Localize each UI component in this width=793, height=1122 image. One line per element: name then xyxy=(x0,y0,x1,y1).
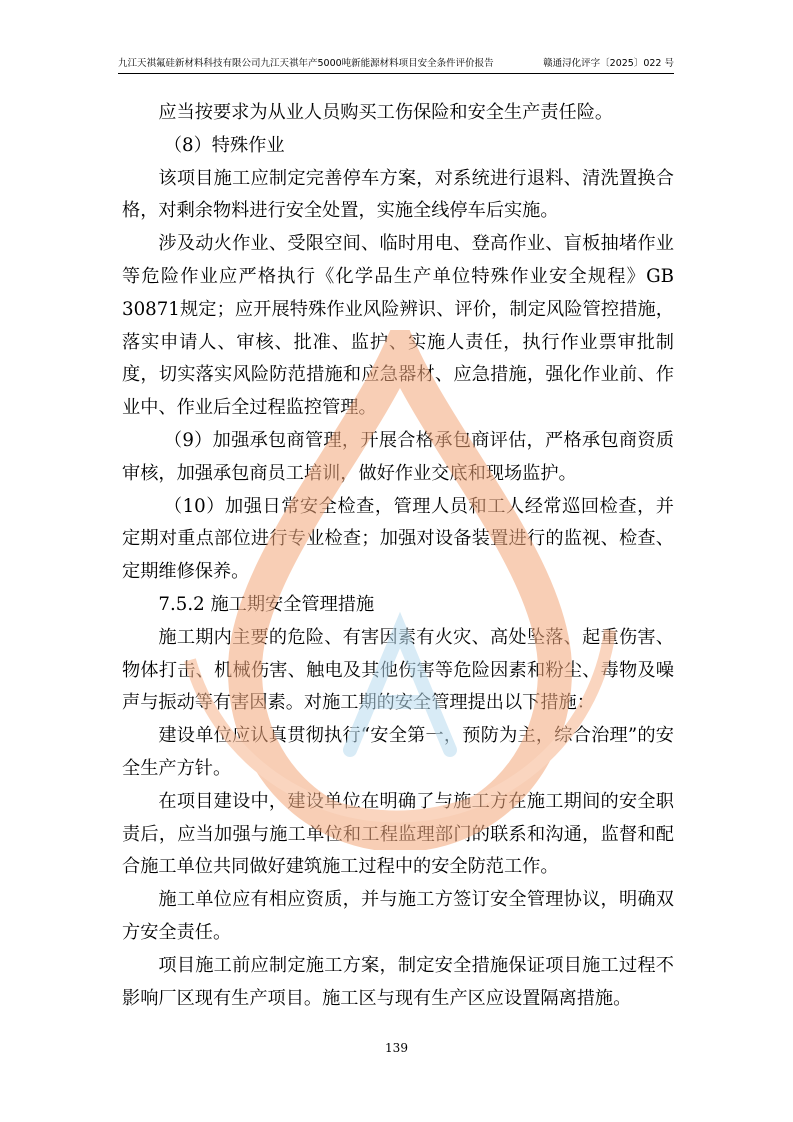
document-body xyxy=(122,97,674,1015)
page-number: 139 xyxy=(385,1041,408,1055)
page-header xyxy=(118,56,674,72)
paragraph-daily-inspection: （10）加强日常安全检查，管理人员和工人经常巡回检查，并定期对重点部位进行专业检查；加强对设备装置进行的监视、检查、定期维修保养。 xyxy=(122,495,674,583)
header-divider xyxy=(118,73,674,74)
paragraph-insurance: 应当按要求为从业人员购买工伤保险和安全生产责任险。 xyxy=(158,102,614,123)
header-report-number: 赣通浔化评字〔2025〕022 号 xyxy=(543,58,674,69)
header-report-title: 九江天祺氟硅新材料科技有限公司九江天祺年产5000吨新能源材料项目安全条件评价报告 xyxy=(118,58,494,69)
paragraph-safety-policy: 建设单位应认真贯彻执行“安全第一，预防为主，综合治理”的安全生产方针。 xyxy=(122,725,674,779)
section-item-special-operations: （8）特殊作业 xyxy=(163,134,285,156)
paragraph-hazardous-operations: 涉及动火作业、受限空间、临时用电、登高作业、盲板抽堵作业等危险作业应严格执行《化学品生产单位特殊作业安全规程》GB 30871规定；应开展特殊作业风险辨识、评价，制定风险管控措施，落实申请人、审核、批准、监护、实施人责任，执行作业票审批制度，切实落实风险防范措施和应急器材、应急措施，强化作业前、作业中、作业后全过程监控管理。 xyxy=(122,233,674,419)
section-heading-construction-safety: 7.5.2 施工期安全管理措施 xyxy=(158,593,375,615)
paragraph-shutdown-plan: 该项目施工应制定完善停车方案，对系统进行退料、清洗置换合格，对剩余物料进行安全处置，实施全线停车后实施。 xyxy=(122,167,674,222)
paragraph-responsibilities: 在项目建设中，建设单位在明确了与施工方在施工期间的安全职责后，应当加强与施工单位和工程监理部门的联系和沟通，监督和配合施工单位共同做好建筑施工过程中的安全防范工作。 xyxy=(122,790,674,878)
paragraph-contractor-management: （9）加强承包商管理，开展合格承包商评估，严格承包商资质审核，加强承包商员工培训，做好作业交底和现场监护。 xyxy=(122,429,674,484)
paragraph-construction-hazards: 施工期内主要的危险、有害因素有火灾、高处坠落、起重伤害、物体打击、机械伤害、触电及其他伤害等危险因素和粉尘、毒物及噪声与振动等有害因素。对施工期的安全管理提出以下措施： xyxy=(122,626,674,714)
paragraph-qualification: 施工单位应有相应资质，并与施工方签订安全管理协议，明确双方安全责任。 xyxy=(122,889,674,943)
paragraph-construction-plan: 项目施工前应制定施工方案，制定安全措施保证项目施工过程不影响厂区现有生产项目。施工区与现有生产区应设置隔离措施。 xyxy=(122,954,674,1009)
